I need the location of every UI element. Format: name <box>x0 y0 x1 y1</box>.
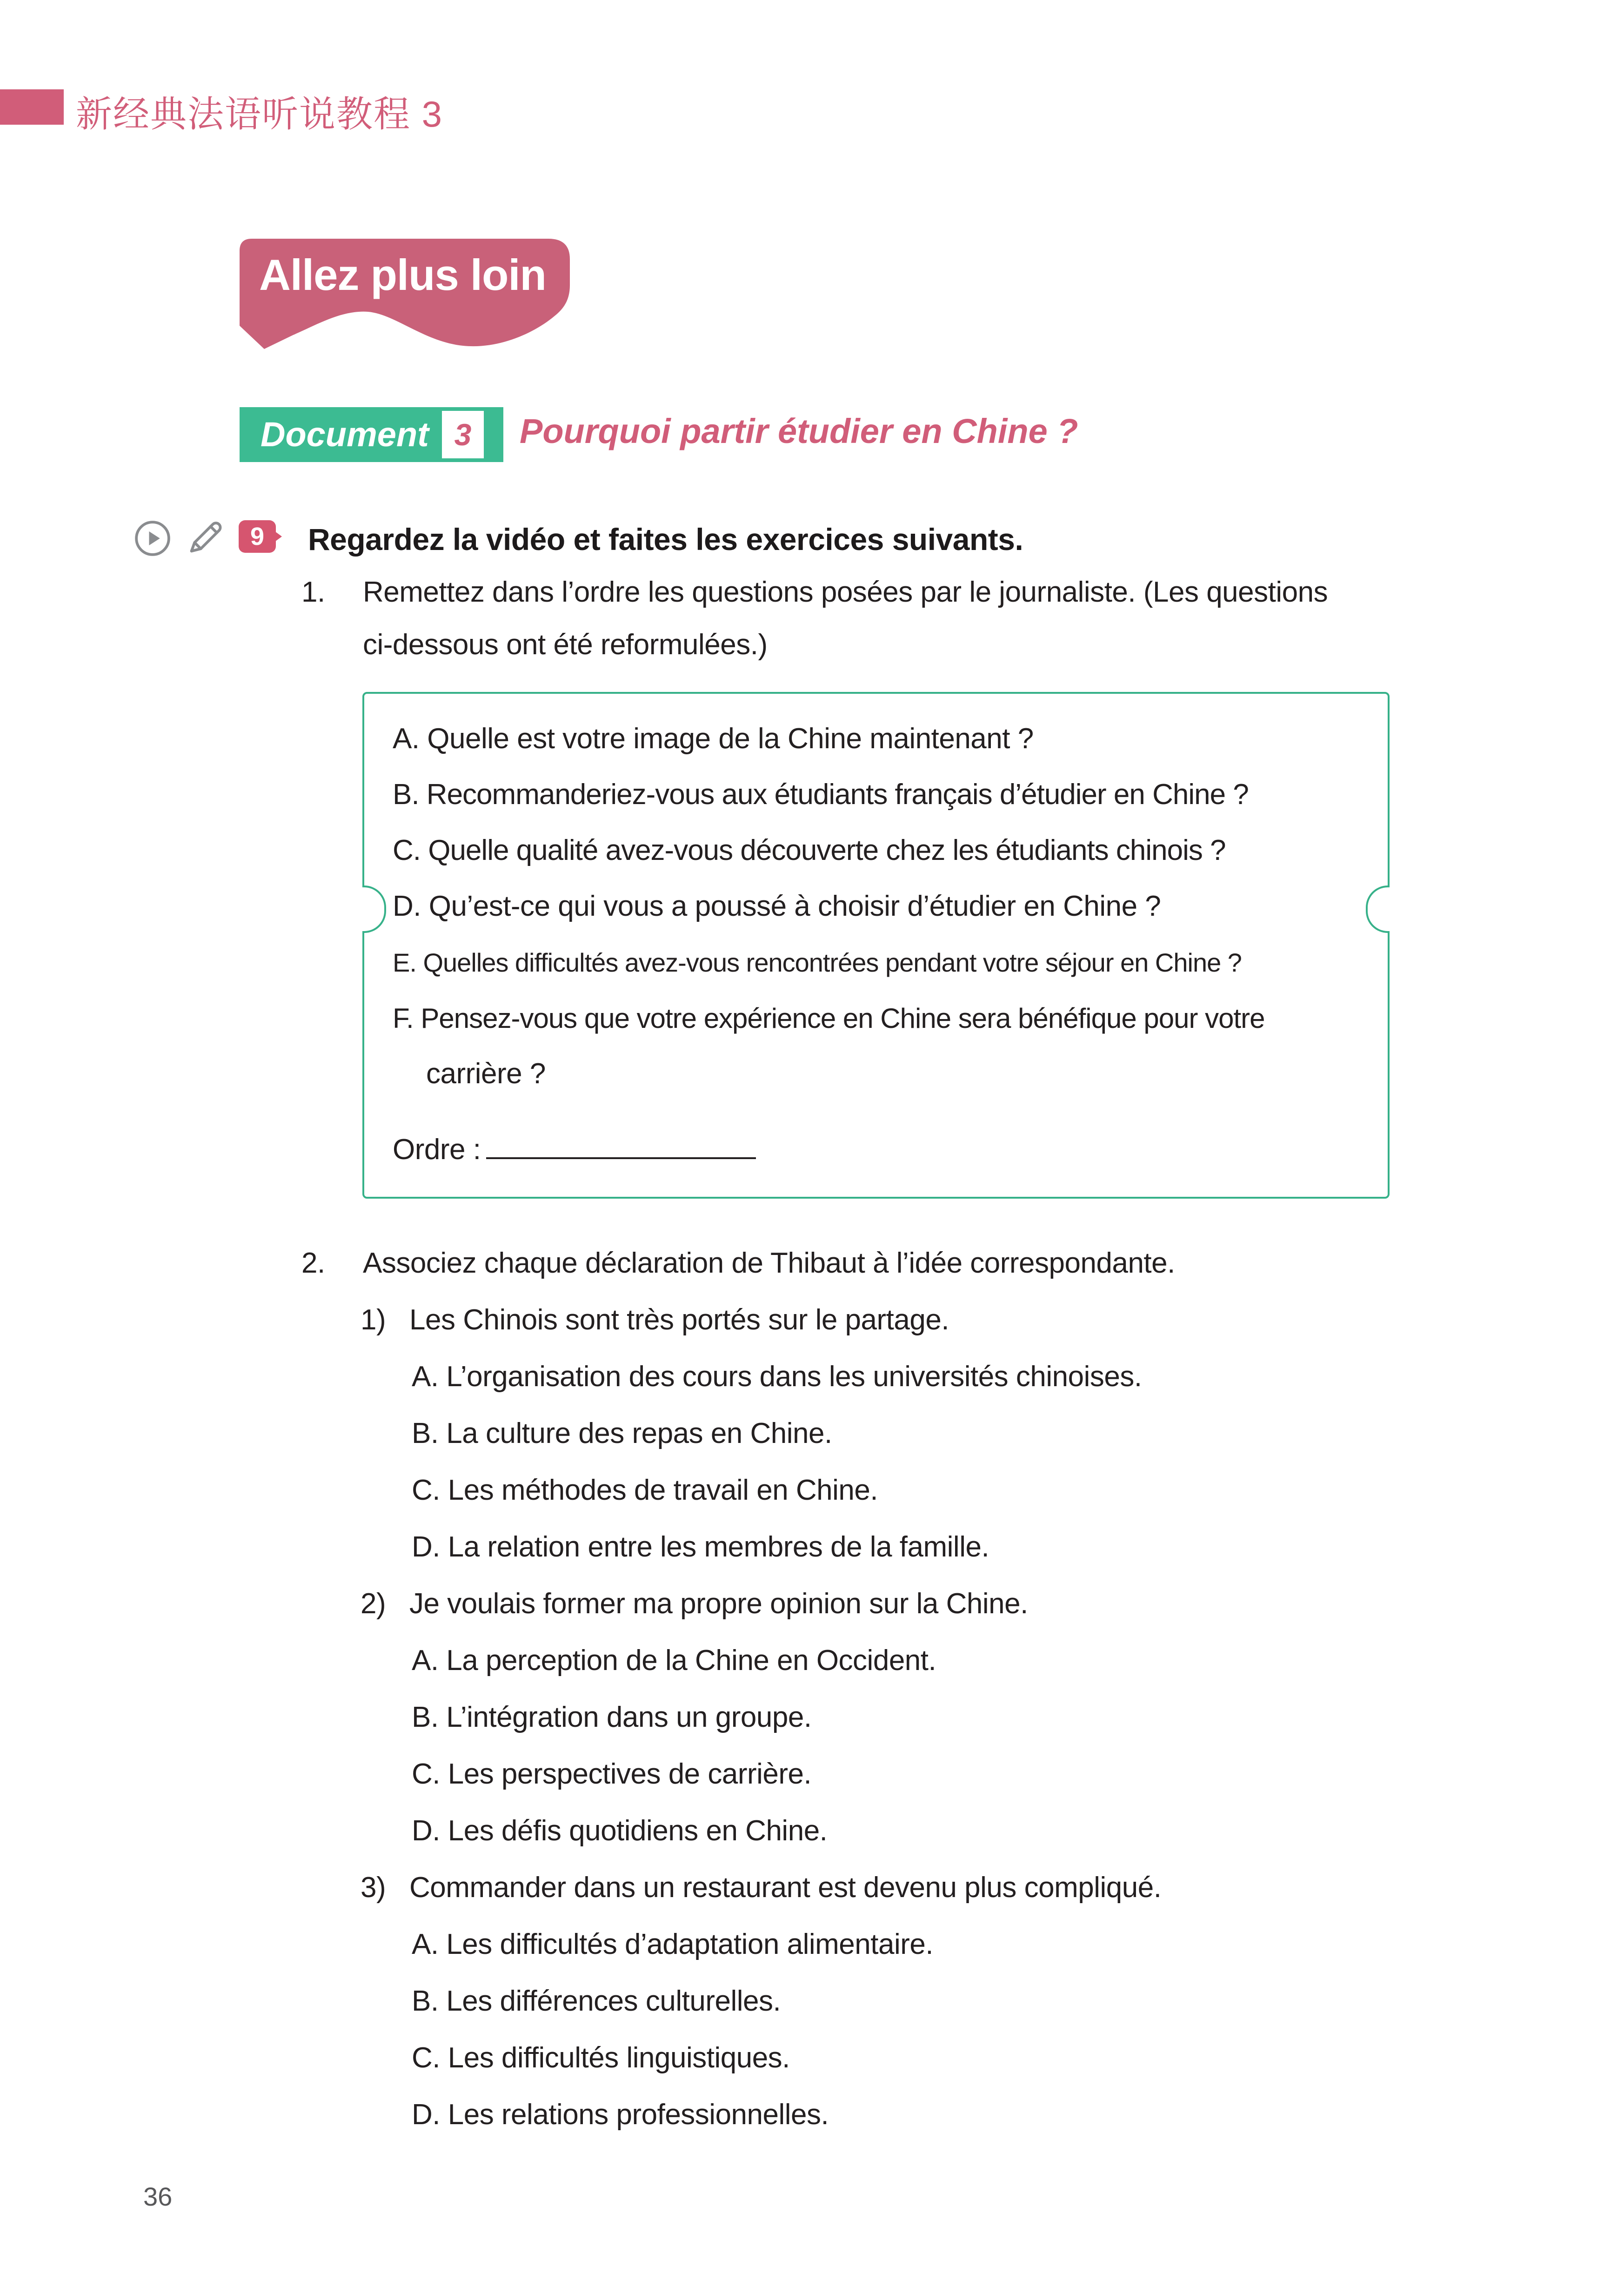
document-word: Document <box>261 415 429 454</box>
option-text: B. Les différences culturelles. <box>412 1985 781 2017</box>
page-number: 36 <box>143 2182 173 2211</box>
option-text: A. Les difficultés d’adaptation alimentaire. <box>412 1928 934 1960</box>
banner-label: Allez plus loin <box>259 250 546 299</box>
exercise-instruction: Regardez la vidéo et faites les exercices suivants. <box>308 522 1023 557</box>
option-text: C. Les perspectives de carrière. <box>412 1758 812 1790</box>
question-b: B. Recommanderiez-vous aux étudiants français d’étudier en Chine ? <box>393 778 1249 811</box>
item1-text-line2: ci-dessous ont été reformulées.) <box>363 629 768 661</box>
option-text: D. Les relations professionnelles. <box>412 2099 829 2131</box>
item1-number: 1. <box>301 576 325 608</box>
group1-statement: Les Chinois sont très portés sur le partage. <box>409 1304 949 1336</box>
question-e: E. Quelles difficultés avez-vous rencontrées pendant votre séjour en Chine ? <box>393 948 1242 977</box>
option-text: A. La perception de la Chine en Occident. <box>412 1644 936 1677</box>
option-text: D. Les défis quotidiens en Chine. <box>412 1815 828 1847</box>
question-a: A. Quelle est votre image de la Chine maintenant ? <box>393 723 1034 755</box>
document-title: Pourquoi partir étudier en Chine ? <box>520 412 1078 450</box>
item2-number: 2. <box>301 1247 325 1279</box>
box-notch-left <box>362 885 386 933</box>
header-accent-bar <box>0 89 64 125</box>
option-text: C. Les difficultés linguistiques. <box>412 2042 790 2074</box>
ordre-answer-blank[interactable] <box>486 1131 756 1159</box>
group2-statement: Je voulais former ma propre opinion sur la Chine. <box>409 1588 1028 1620</box>
document-number: 3 <box>454 417 472 452</box>
group3-number: 3) <box>361 1872 386 1904</box>
question-c: C. Quelle qualité avez-vous découverte chez les étudiants chinois ? <box>393 834 1226 866</box>
document-number-box <box>442 411 484 458</box>
group3-statement: Commander dans un restaurant est devenu plus compliqué. <box>409 1872 1162 1904</box>
exercise-number: 9 <box>250 523 265 550</box>
option-text: B. L’intégration dans un groupe. <box>412 1701 812 1733</box>
question-d: D. Qu’est-ce qui vous a poussé à choisir d’étudier en Chine ? <box>393 890 1161 922</box>
option-text: C. Les méthodes de travail en Chine. <box>412 1474 878 1506</box>
option-text: A. L’organisation des cours dans les universités chinoises. <box>412 1361 1142 1393</box>
item2-text: Associez chaque déclaration de Thibaut à l’idée correspondante. <box>363 1247 1175 1279</box>
question-f: F. Pensez-vous que votre expérience en Chine sera bénéfique pour votre <box>393 1003 1265 1034</box>
pencil-icon <box>183 516 227 559</box>
ordre-line <box>393 1131 756 1166</box>
question-f-wrap: carrière ? <box>426 1058 546 1090</box>
question-box <box>362 692 1390 1199</box>
document-label <box>240 407 503 462</box>
exercise-number-badge <box>239 520 276 553</box>
item1-text-line1: Remettez dans l’ordre les questions posées par le journaliste. (Les questions <box>363 576 1328 608</box>
option-text: B. La culture des repas en Chine. <box>412 1417 832 1449</box>
ordre-label: Ordre : <box>393 1134 481 1166</box>
option-text: D. La relation entre les membres de la famille. <box>412 1531 989 1563</box>
box-notch-right <box>1366 885 1390 933</box>
group2-number: 2) <box>361 1588 386 1620</box>
play-icon <box>134 519 172 557</box>
book-title: 新经典法语听说教程 3 <box>76 94 443 134</box>
group1-number: 1) <box>361 1304 386 1336</box>
